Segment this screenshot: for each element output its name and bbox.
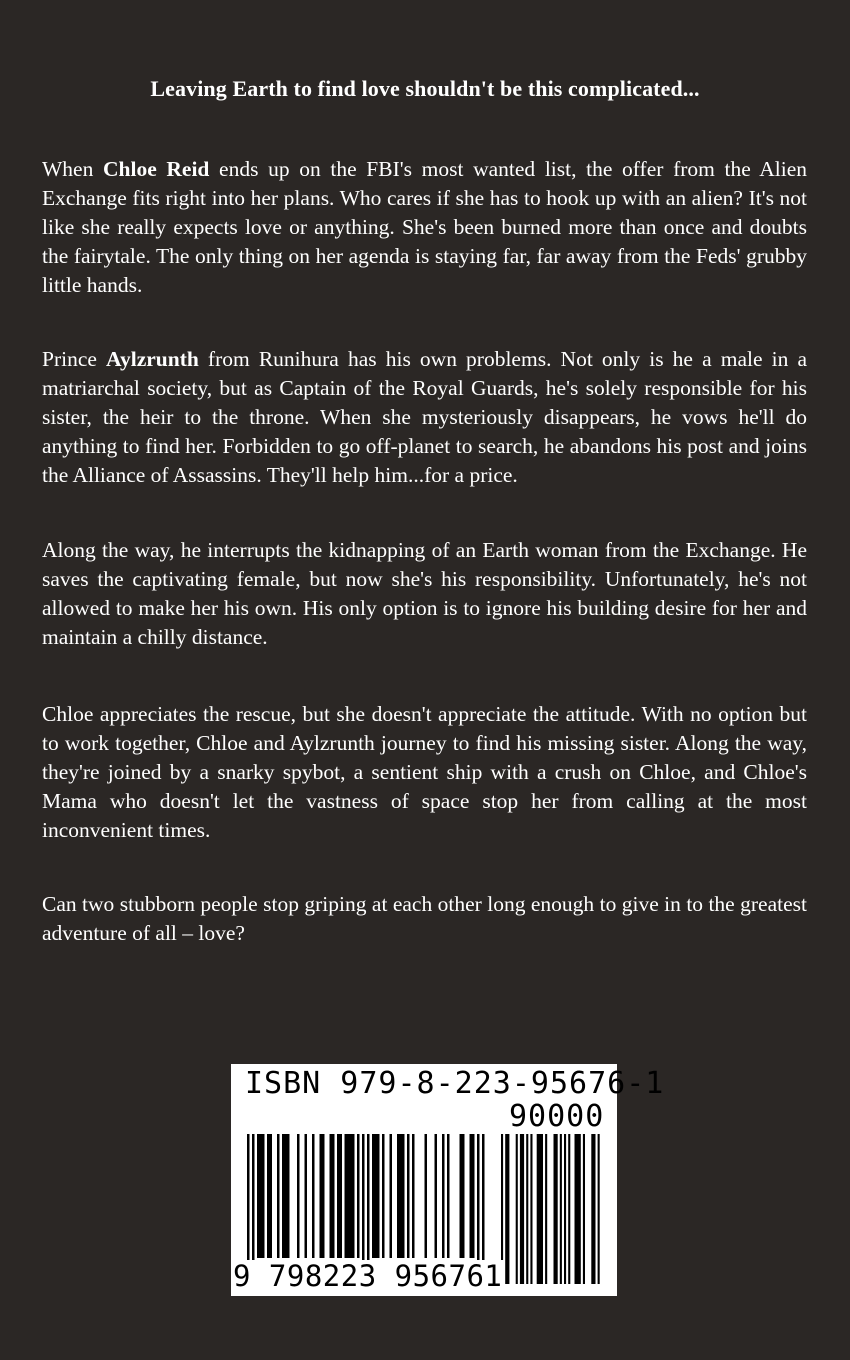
- barcode-bar: [357, 1134, 360, 1258]
- barcode-bar: [267, 1134, 272, 1258]
- text-span: Prince: [42, 347, 107, 371]
- barcode-bar: [397, 1134, 405, 1258]
- barcode-bar: [470, 1134, 475, 1258]
- barcode-bar: [477, 1134, 480, 1272]
- addon-bar: [537, 1134, 543, 1284]
- barcode-bar: [345, 1134, 355, 1258]
- addon-bar: [545, 1134, 547, 1284]
- text-span: ends up on the FBI's most wanted list, the offer from the Alien Exchange fits right into her plans. Who cares if she has to hook up with an alien? It's not like she really expects love or anything. She's been burned more than once and doubts the fairytale. The only thing on her agenda is staying far, far away from the Feds' grubby little hands.: [42, 157, 807, 297]
- barcode-bar: [312, 1134, 315, 1258]
- addon-bar: [560, 1134, 562, 1284]
- tagline: Leaving Earth to find love shouldn't be this complicated...: [150, 76, 700, 101]
- character-name-aylzrunth: Aylzrunth: [106, 347, 199, 371]
- barcode-bar: [482, 1134, 485, 1272]
- barcode-bar: [305, 1134, 308, 1258]
- addon-bar: [568, 1134, 570, 1284]
- isbn-barcode: [231, 1064, 665, 1296]
- ean-digits: 9 798223 956761: [233, 1259, 503, 1293]
- barcode-bar: [442, 1134, 445, 1258]
- blurb-paragraph-5: Can two stubborn people stop griping at each other long enough to give in to the greatest adventure of all – love?: [42, 892, 807, 945]
- blurb-paragraph-4: Chloe appreciates the rescue, but she doesn't appreciate the attitude. With no option but to work together, Chloe and Aylzrunth journey to find his missing sister. Along the way, they're joined by a snarky spybot, a sentient ship with a crush on Chloe, and Chloe's Mama who doesn't let the vastness of space stop her from calling at the most inconvenient times.: [42, 702, 807, 842]
- barcode-bar: [390, 1134, 393, 1258]
- blurb-paragraph-2: [42, 345, 807, 490]
- text-span: When: [42, 157, 103, 181]
- price-code: 90000: [509, 1099, 605, 1134]
- addon-bar: [564, 1134, 566, 1284]
- barcode-bar: [297, 1134, 300, 1258]
- addon-bar: [516, 1134, 518, 1284]
- isbn-label: ISBN 979-8-223-95676-1: [245, 1066, 665, 1101]
- addon-bar: [598, 1134, 600, 1284]
- addon-bar: [520, 1134, 524, 1284]
- barcode-bar: [460, 1134, 465, 1258]
- addon-bar: [583, 1134, 585, 1284]
- barcode-bar: [330, 1134, 335, 1258]
- barcode-bar: [277, 1134, 280, 1258]
- barcode-bar: [362, 1134, 365, 1272]
- barcode-bar: [320, 1134, 325, 1258]
- addon-bar: [575, 1134, 581, 1284]
- addon-bar: [554, 1134, 558, 1284]
- blurb-paragraph-3: Along the way, he interrupts the kidnapping of an Earth woman from the Exchange. He saves the captivating female, but now she's his responsibility. Unfortunately, he's not allowed to make her his own. His only option is to ignore his building desire for her and maintain a chilly distance.: [42, 538, 807, 649]
- character-name-chloe: Chloe Reid: [102, 157, 210, 181]
- barcode-bar: [372, 1134, 380, 1258]
- barcode-bar: [425, 1134, 428, 1258]
- addon-bar: [526, 1134, 528, 1284]
- text-span: from Runihura has his own problems. Not only is he a male in a matriarchal society, but as Captain of the Royal Guards, he's solely responsible for his sister, the heir to the throne. When she mysteriously disappears, he vows he'll do anything to find her. Forbidden to go off-planet to search, he abandons his post and joins the Alliance of Assassins. They'll help him...for a price.: [42, 347, 807, 487]
- barcode-bar: [252, 1134, 255, 1272]
- barcode-bar: [382, 1134, 385, 1258]
- addon-bar: [530, 1134, 532, 1284]
- barcode-bar: [412, 1134, 415, 1258]
- barcode-bar: [337, 1134, 342, 1258]
- barcode-bar: [367, 1134, 370, 1272]
- barcode-bar: [247, 1134, 250, 1272]
- barcode-bar: [257, 1134, 265, 1258]
- addon-bar: [591, 1134, 595, 1284]
- addon-bar: [505, 1134, 509, 1284]
- blurb-paragraph-1: [42, 155, 807, 300]
- addon-bars: [501, 1134, 600, 1284]
- barcode-bar: [447, 1134, 450, 1258]
- barcode-bar: [435, 1134, 438, 1258]
- barcode-bar: [407, 1134, 410, 1258]
- barcode-bar: [282, 1134, 290, 1258]
